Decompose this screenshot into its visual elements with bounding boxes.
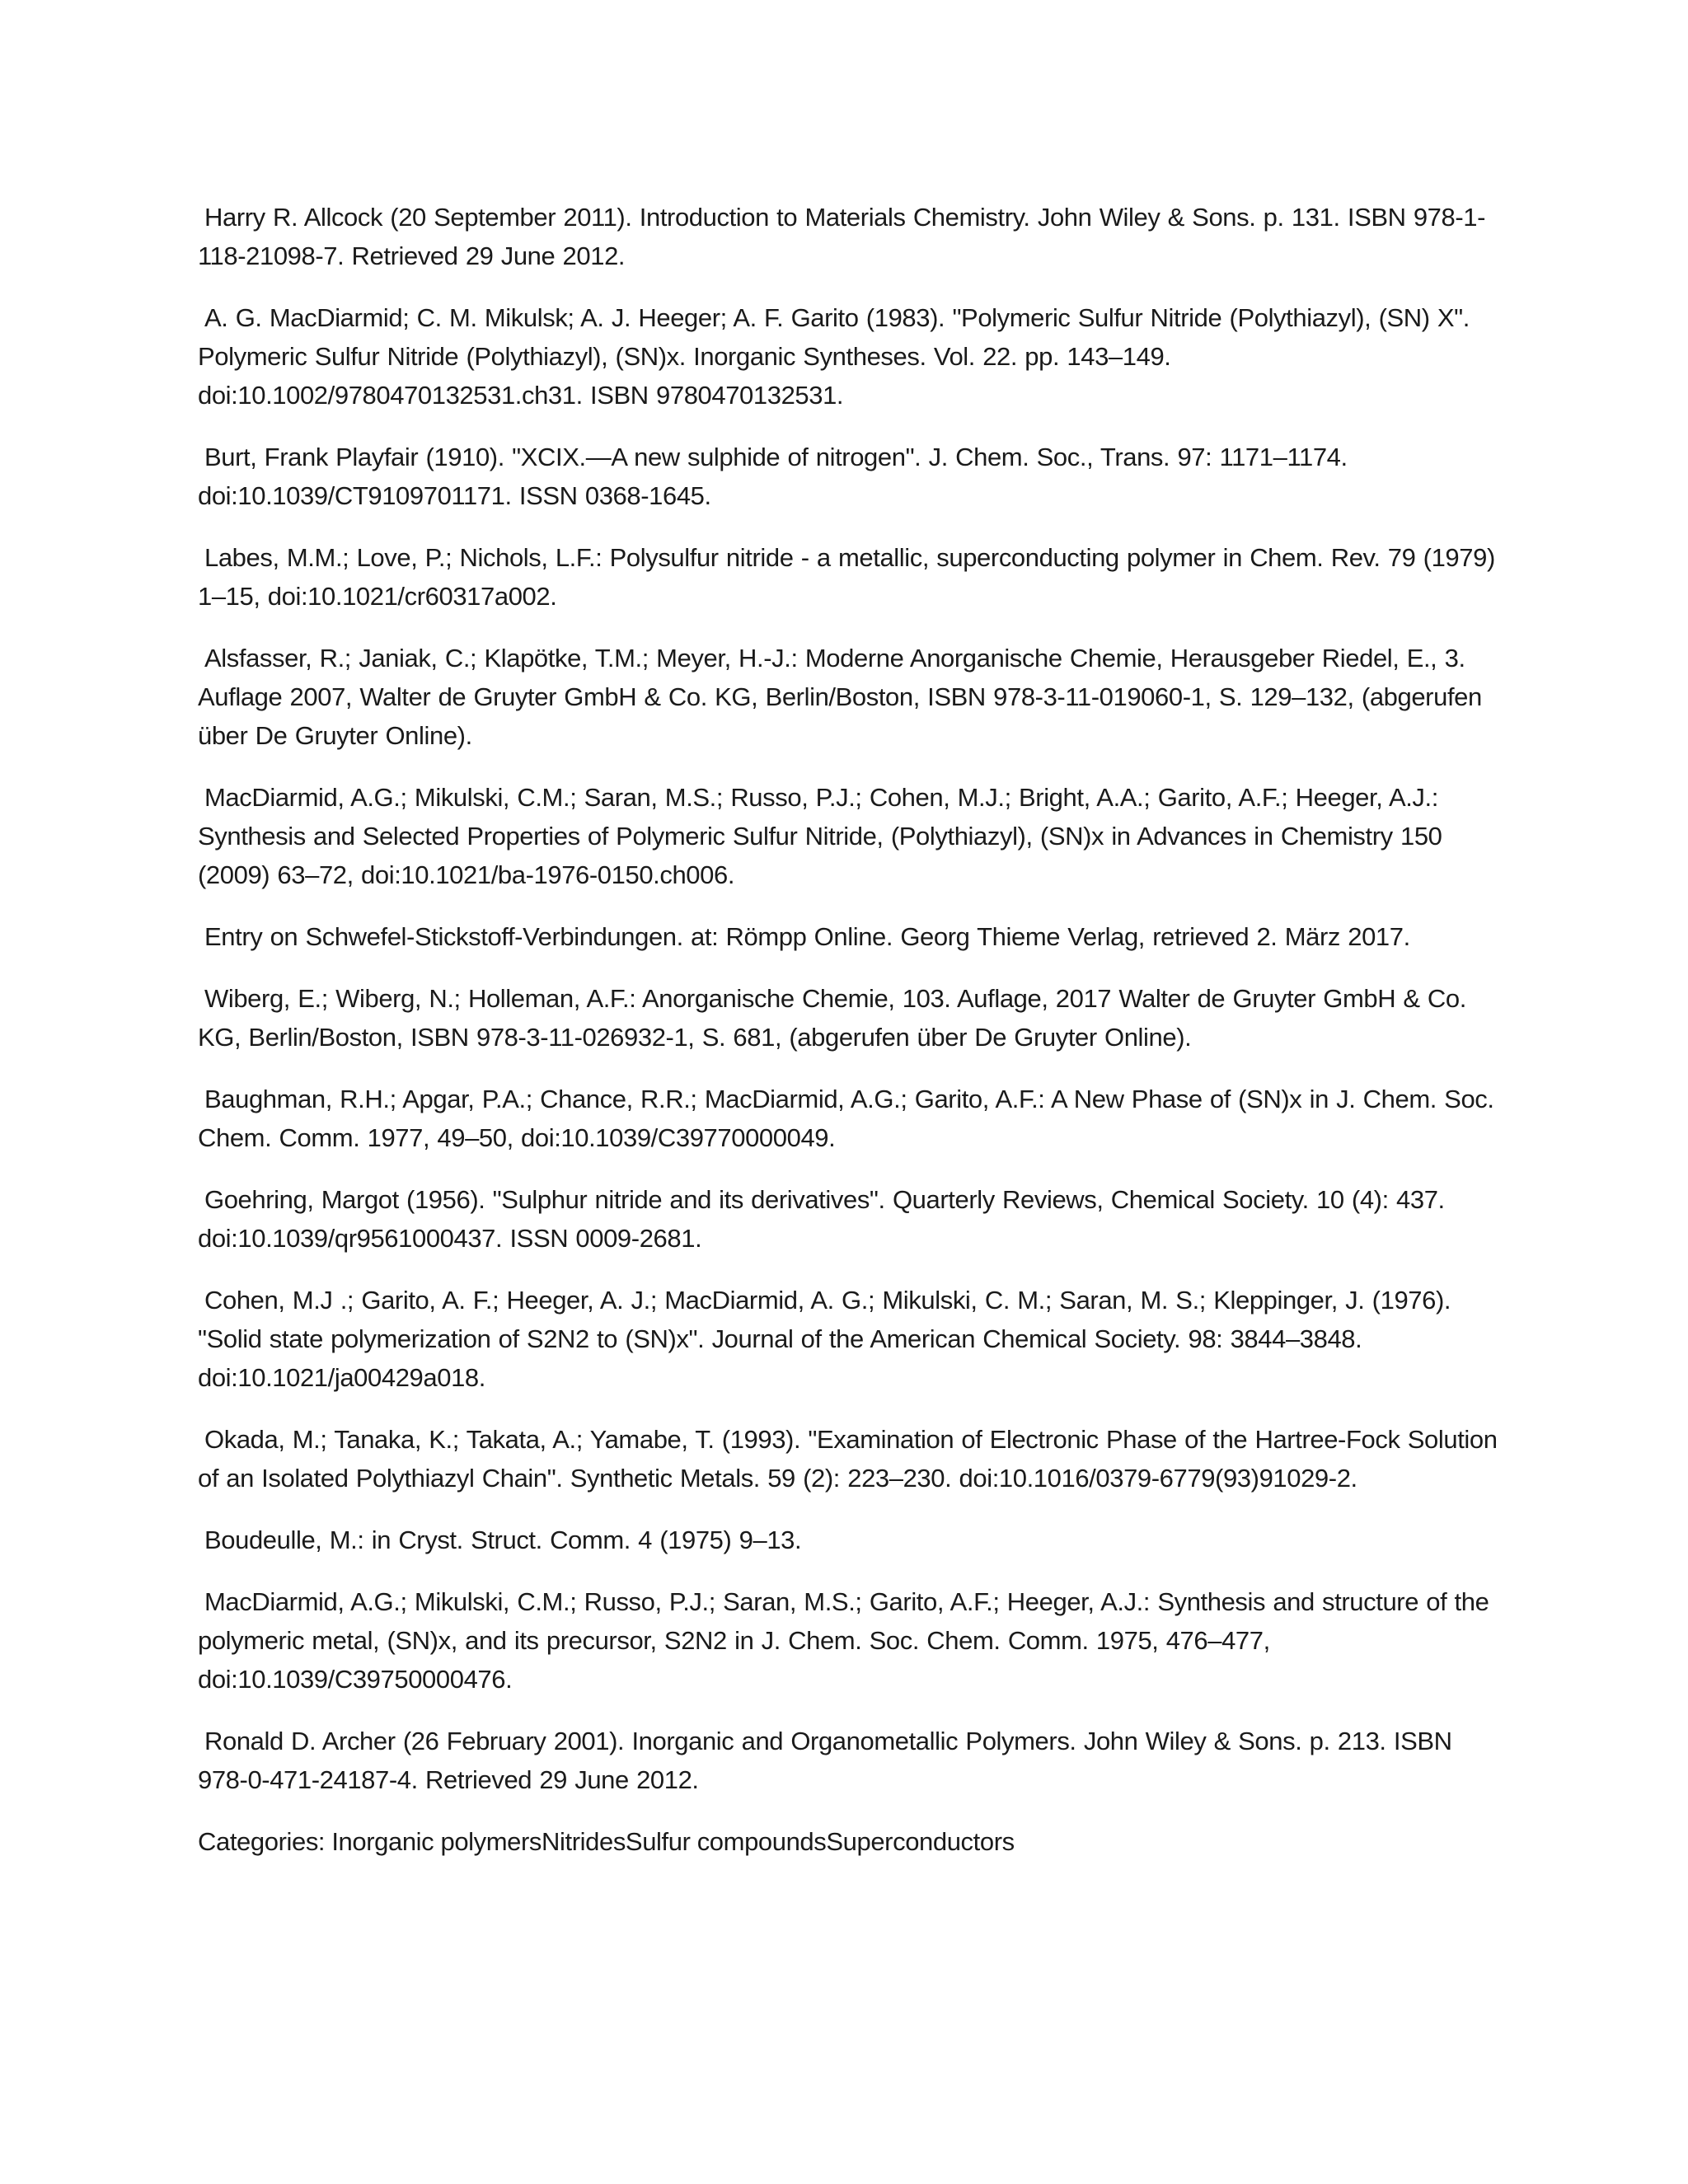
reference-text: Wiberg, E.; Wiberg, N.; Holleman, A.F.: Anorganische Chemie, 103. Auflage, 2017 Walter de Gruyter GmbH & Co. KG, Berlin/Boston, ISBN 978-3-11-026932-1, S. 681, (abgerufen über De Gruyter Online). bbox=[198, 984, 1466, 1052]
reference-text: Alsfasser, R.; Janiak, C.; Klapötke, T.M.; Meyer, H.-J.: Moderne Anorganische Chemie, Herausgeber Riedel, E., 3. Auflage 2007, Walter de Gruyter GmbH & Co. KG, Berlin/Boston, ISBN 978-3-11-019060-1, S. 129–132, (abgerufen über De Gruyter Online). bbox=[198, 644, 1482, 750]
reference-text: Cohen, M.J .; Garito, A. F.; Heeger, A. J.; MacDiarmid, A. G.; Mikulski, C. M.; Saran, M. S.; Kleppinger, J. (1976). "Solid state polymerization of S2N2 to (SN)x". Journal of the American Chemical Society. 98: 3844–3848. doi:10.1021/ja00429a018. bbox=[198, 1286, 1451, 1392]
reference-item bbox=[198, 198, 1500, 275]
reference-text: Ronald D. Archer (26 February 2001). Inorganic and Organometallic Polymers. John Wiley & Sons. p. 213. ISBN 978-0-471-24187-4. Retrieved 29 June 2012. bbox=[198, 1727, 1452, 1794]
reference-text: Goehring, Margot (1956). "Sulphur nitride and its derivatives". Quarterly Reviews, Chemical Society. 10 (4): 437. doi:10.1039/qr9561000437. ISSN 0009-2681. bbox=[198, 1185, 1445, 1253]
reference-item bbox=[198, 1521, 1500, 1559]
reference-item bbox=[198, 1180, 1500, 1258]
reference-item bbox=[198, 438, 1500, 515]
reference-text: Okada, M.; Tanaka, K.; Takata, A.; Yamabe, T. (1993). "Examination of Electronic Phase of the Hartree-Fock Solution of an Isolated Polythiazyl Chain". Synthetic Metals. 59 (2): 223–230. doi:10.1016/0379-6779(93)91029-2. bbox=[198, 1425, 1498, 1493]
reference-text: Harry R. Allcock (20 September 2011). Introduction to Materials Chemistry. John Wiley & Sons. p. 131. ISBN 978-1-118-21098-7. Retrieved 29 June 2012. bbox=[198, 203, 1486, 270]
reference-text: MacDiarmid, A.G.; Mikulski, C.M.; Saran, M.S.; Russo, P.J.; Cohen, M.J.; Bright, A.A.; Garito, A.F.; Heeger, A.J.: Synthesis and Selected Properties of Polymeric Sulfur Nitride, (Polythiazyl), (SN)x in Advances in Chemistry 150 (2009) 63–72, doi:10.1021/ba-1976-0150.ch006. bbox=[198, 783, 1442, 889]
reference-item bbox=[198, 1722, 1500, 1799]
reference-text: Boudeulle, M.: in Cryst. Struct. Comm. 4 (1975) 9–13. bbox=[204, 1526, 802, 1554]
reference-text: Burt, Frank Playfair (1910). "XCIX.—A new sulphide of nitrogen". J. Chem. Soc., Trans. 97: 1171–1174. doi:10.1039/CT9109701171. ISSN 0368-1645. bbox=[198, 443, 1348, 510]
reference-text: MacDiarmid, A.G.; Mikulski, C.M.; Russo, P.J.; Saran, M.S.; Garito, A.F.; Heeger, A.J.: Synthesis and structure of the polymeric metal, (SN)x, and its precursor, S2N2 in J. Chem. Soc. Chem. Comm. 1975, 476–477, doi:10.1039/C39750000476. bbox=[198, 1587, 1489, 1694]
reference-item bbox=[198, 979, 1500, 1057]
reference-text: A. G. MacDiarmid; C. M. Mikulsk; A. J. Heeger; A. F. Garito (1983). "Polymeric Sulfur Nitride (Polythiazyl), (SN) X". Polymeric Sulfur Nitride (Polythiazyl), (SN)x. Inorganic Syntheses. Vol. 22. pp. 143–149. doi:10.1002/9780470132531.ch31. ISBN 9780470132531. bbox=[198, 303, 1470, 410]
reference-text: Labes, M.M.; Love, P.; Nichols, L.F.: Polysulfur nitride - a metallic, superconducting polymer in Chem. Rev. 79 (1979) 1–15, doi:10.1021/cr60317a002. bbox=[198, 543, 1495, 611]
reference-item bbox=[198, 917, 1500, 956]
reference-item bbox=[198, 778, 1500, 894]
reference-item bbox=[198, 538, 1500, 616]
reference-list bbox=[198, 198, 1500, 1861]
reference-text: Entry on Schwefel-Stickstoff-Verbindungen. at: Römpp Online. Georg Thieme Verlag, retrieved 2. März 2017. bbox=[204, 922, 1410, 951]
reference-item bbox=[198, 298, 1500, 415]
reference-item bbox=[198, 1582, 1500, 1699]
reference-item bbox=[198, 639, 1500, 755]
categories-line: Categories: Inorganic polymersNitridesSulfur compoundsSuperconductors bbox=[198, 1827, 1015, 1856]
reference-item bbox=[198, 1080, 1500, 1157]
reference-item bbox=[198, 1281, 1500, 1397]
reference-text: Baughman, R.H.; Apgar, P.A.; Chance, R.R.; MacDiarmid, A.G.; Garito, A.F.: A New Phase of (SN)x in J. Chem. Soc. Chem. Comm. 1977, 49–50, doi:10.1039/C39770000049. bbox=[198, 1085, 1494, 1152]
reference-item bbox=[198, 1420, 1500, 1497]
